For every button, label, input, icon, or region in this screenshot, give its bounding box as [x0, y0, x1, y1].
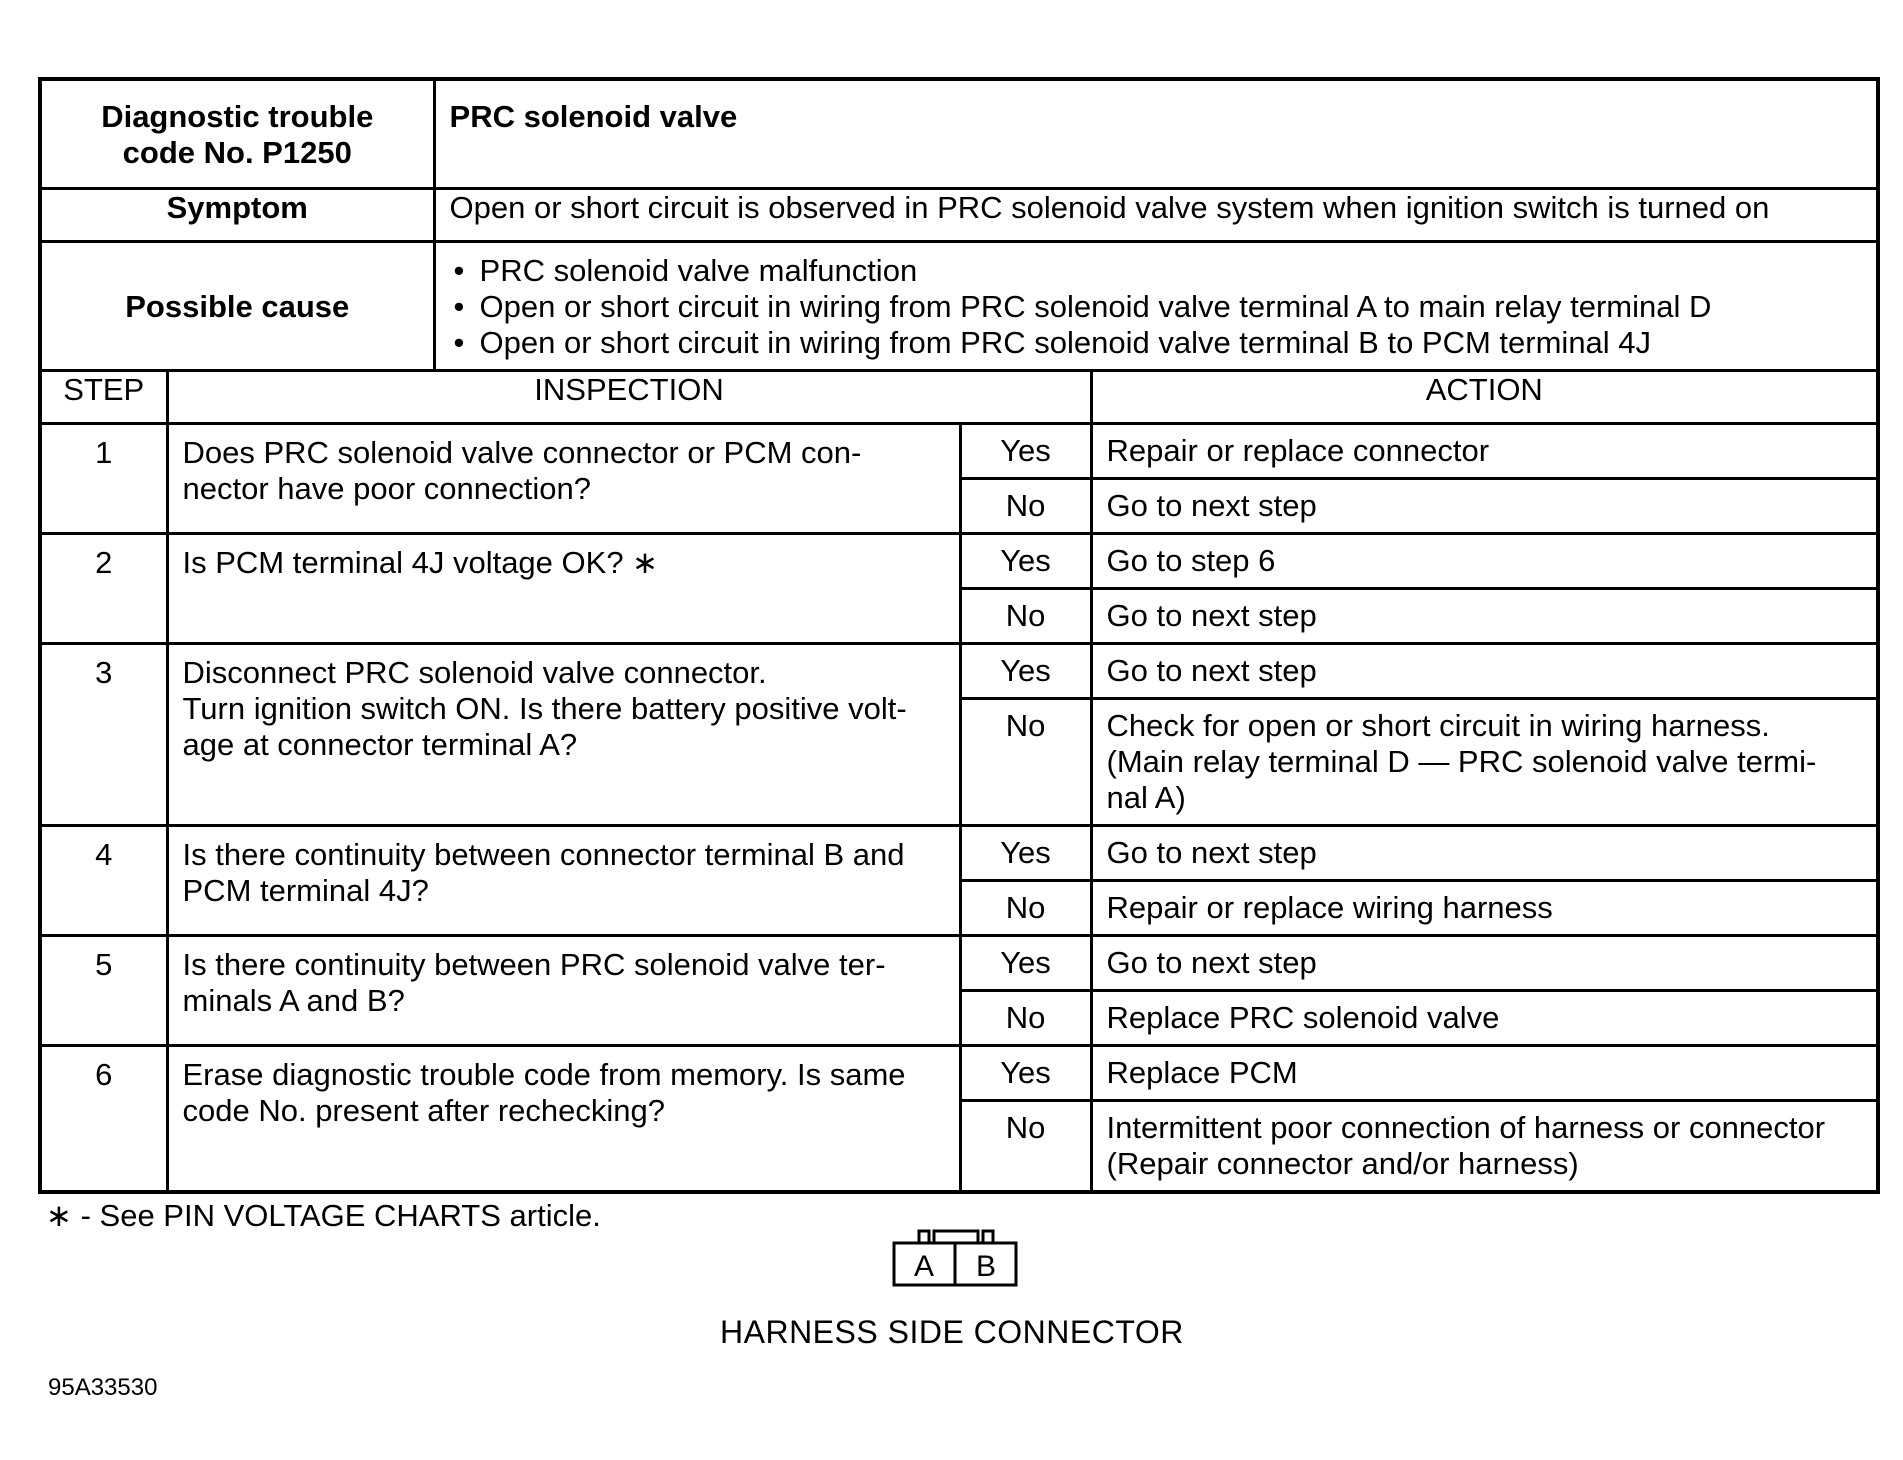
yes-label: Yes — [960, 826, 1091, 881]
no-label: No — [960, 881, 1091, 936]
terminal-a-label: A — [913, 1250, 935, 1283]
possible-cause-label: Possible cause — [40, 242, 434, 371]
step-row-yes — [40, 644, 1878, 699]
trouble-code-label: Diagnostic trouble code No. P1250 — [40, 79, 434, 189]
no-label: No — [960, 479, 1091, 534]
header-row — [40, 79, 1878, 189]
action-column-header: ACTION — [1091, 371, 1878, 424]
yes-action: Repair or replace connector — [1091, 424, 1878, 479]
no-action: Go to next step — [1091, 479, 1878, 534]
figure-id: 95A33530 — [48, 1374, 158, 1401]
diagnostic-table — [38, 77, 1880, 1194]
step-number: 3 — [40, 644, 167, 826]
inspection-column-header: INSPECTION — [167, 371, 1091, 424]
inspection-text: Is PCM terminal 4J voltage OK? ∗ — [167, 534, 960, 644]
inspection-text: Is there continuity between connector terminal B and PCM terminal 4J? — [167, 826, 960, 936]
yes-label: Yes — [960, 534, 1091, 589]
step-column-header: STEP — [40, 371, 167, 424]
step-row-yes — [40, 936, 1878, 991]
yes-action: Go to next step — [1091, 936, 1878, 991]
no-action: Intermittent poor connection of harness or connector (Repair connector and/or harness) — [1091, 1101, 1878, 1193]
inspection-text: Disconnect PRC solenoid valve connector. Turn ignition switch ON. Is there battery positive volt- age at connector terminal A? — [167, 644, 960, 826]
no-label: No — [960, 589, 1091, 644]
yes-action: Go to step 6 — [1091, 534, 1878, 589]
no-action: Replace PRC solenoid valve — [1091, 991, 1878, 1046]
yes-action: Go to next step — [1091, 644, 1878, 699]
component-title: PRC solenoid valve — [434, 79, 1878, 189]
symptom-text: Open or short circuit is observed in PRC solenoid valve system when ignition switch is turned on — [434, 189, 1878, 242]
step-number: 1 — [40, 424, 167, 534]
step-row-yes — [40, 424, 1878, 479]
step-number: 4 — [40, 826, 167, 936]
terminal-b-label: B — [975, 1250, 997, 1283]
inspection-text: Erase diagnostic trouble code from memory. Is same code No. present after rechecking? — [167, 1046, 960, 1193]
no-label: No — [960, 699, 1091, 826]
cause-item: • Open or short circuit in wiring from PRC solenoid valve terminal A to main relay terminal D — [452, 289, 1863, 325]
possible-cause-row — [40, 242, 1878, 371]
possible-cause-list-cell — [434, 242, 1878, 371]
step-number: 2 — [40, 534, 167, 644]
cause-item: • Open or short circuit in wiring from PRC solenoid valve terminal B to PCM terminal 4J — [452, 325, 1863, 361]
symptom-row — [40, 189, 1878, 242]
harness-connector-icon — [892, 1228, 1018, 1288]
yes-label: Yes — [960, 424, 1091, 479]
connector-caption: HARNESS SIDE CONNECTOR — [720, 1314, 1184, 1350]
no-label: No — [960, 991, 1091, 1046]
possible-cause-list — [450, 253, 1863, 361]
yes-label: Yes — [960, 1046, 1091, 1101]
footnote: ∗ - See PIN VOLTAGE CHARTS article. — [46, 1198, 601, 1233]
step-number: 6 — [40, 1046, 167, 1193]
symptom-label: Symptom — [40, 189, 434, 242]
inspection-text: Is there continuity between PRC solenoid valve ter- minals A and B? — [167, 936, 960, 1046]
no-action: Repair or replace wiring harness — [1091, 881, 1878, 936]
column-header-row — [40, 371, 1878, 424]
step-row-yes — [40, 826, 1878, 881]
no-label: No — [960, 1101, 1091, 1193]
step-row-yes — [40, 534, 1878, 589]
yes-action: Go to next step — [1091, 826, 1878, 881]
cause-item: • PRC solenoid valve malfunction — [452, 253, 1863, 289]
yes-action: Replace PCM — [1091, 1046, 1878, 1101]
no-action: Go to next step — [1091, 589, 1878, 644]
no-action: Check for open or short circuit in wiring harness. (Main relay terminal D — PRC solenoid valve termi- nal A) — [1091, 699, 1878, 826]
yes-label: Yes — [960, 936, 1091, 991]
yes-label: Yes — [960, 644, 1091, 699]
step-row-yes — [40, 1046, 1878, 1101]
step-number: 5 — [40, 936, 167, 1046]
inspection-text: Does PRC solenoid valve connector or PCM con- nector have poor connection? — [167, 424, 960, 534]
